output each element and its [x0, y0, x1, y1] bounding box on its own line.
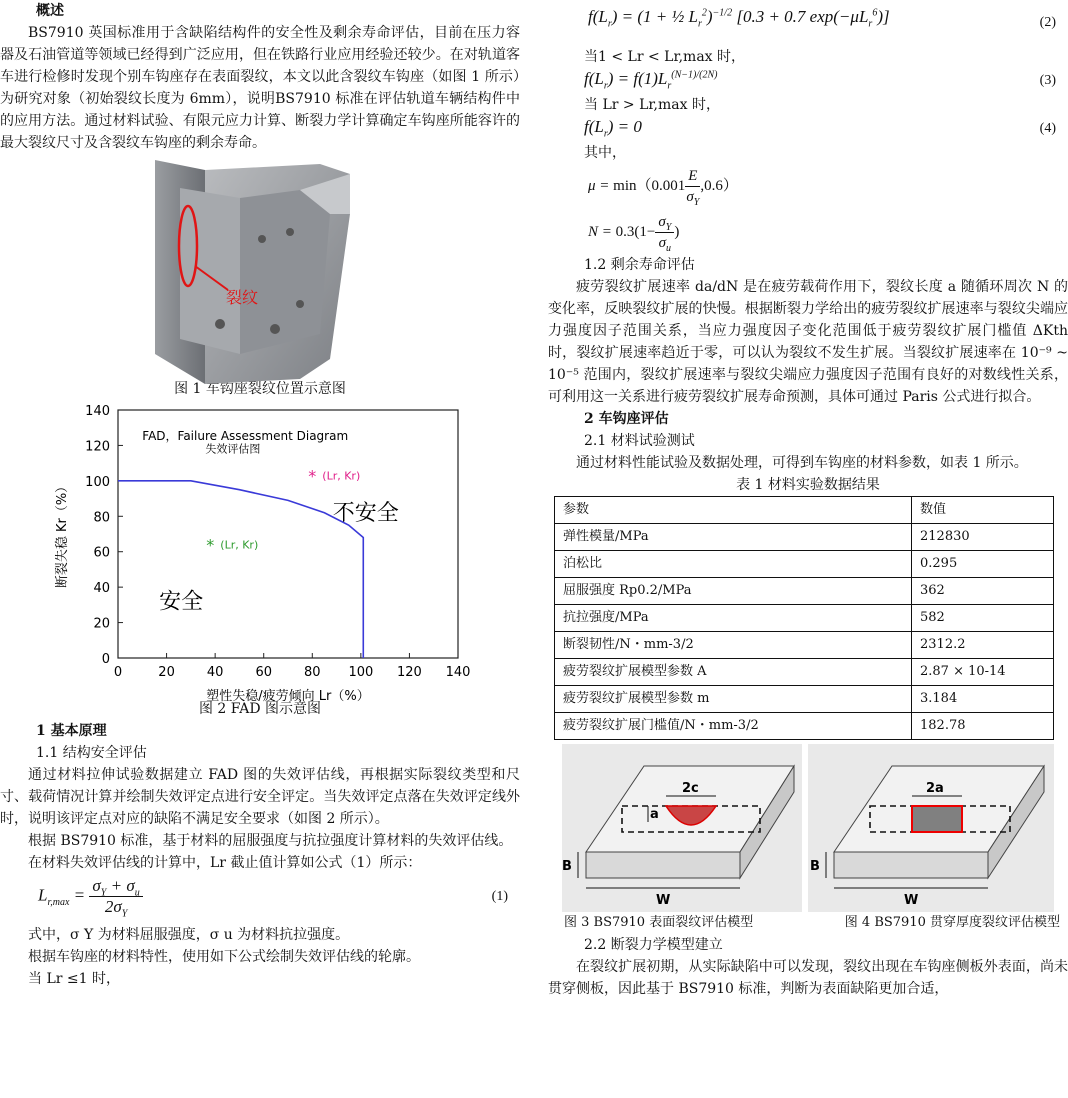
table-1-caption: 表 1 材料实验数据结果: [736, 477, 880, 493]
table-row: [555, 605, 1054, 632]
fig3-b-label: B: [562, 859, 572, 874]
table-cell-param: 断裂韧性/N・mm-3/2: [555, 632, 912, 659]
x-axis-label: 塑性失稳/疲劳倾向 Lr（%）: [206, 689, 370, 704]
section-1-2-paragraph: 疲劳裂纹扩展速率 da/dN 是在疲劳载荷作用下，裂纹长度 a 随循环周次 N 的变化率，反映裂纹扩展的快慢。根据断裂力学给出的疲劳裂纹扩展速率与裂纹尖端应力强度因子范围关系，当应力强度因子变化范围低于疲劳裂纹扩展门槛值 ΔKth 时，裂纹扩展速率趋近于零，可以认为裂纹不发生扩展。当裂纹扩展速率在 10⁻⁹ ~ 10⁻⁵ 范围内，裂纹扩展速率与裂纹尖端应力强度因子范围有良好的对数线性关系，可利用这一关系进行疲劳裂纹扩展寿命预测，具体可通过 Paris 公式进行拟合。: [548, 279, 1068, 405]
section-1-2-heading: 1.2 剩余寿命评估: [584, 257, 695, 273]
figures-3-4: [548, 744, 1068, 912]
overview-heading: 概述: [36, 3, 64, 19]
y-tick-label: 100: [85, 474, 110, 490]
x-tick-label: 60: [255, 665, 272, 680]
equation-2: $f(L_r) = (1$ + ½ $L_r^2)^{-1/2}$ [0.3 + 0.7 $\exp(-\mu L_r^6)$] (2): [548, 0, 1068, 46]
safe-region-label: 安全: [159, 589, 204, 615]
section-1-heading: 1 基本原理: [36, 723, 107, 739]
x-tick-label: 100: [348, 665, 374, 680]
fig3-a-label: a: [650, 807, 659, 822]
figure-4-caption: 图 4 BS7910 贯穿厚度裂纹评估模型: [844, 915, 1060, 930]
figure-2-caption: 图 2 FAD 图示意图: [198, 701, 322, 717]
table-row: [555, 551, 1054, 578]
unsafe-region-label: 不安全: [332, 500, 399, 526]
bs7910-paragraph: 根据 BS7910 标准，基于材料的屈服强度与抗拉强度计算材料的失效评估线。: [28, 833, 513, 849]
assessment-point-marker: *: [308, 466, 317, 486]
section-1-1-paragraph: 通过材料拉伸试验数据建立 FAD 图的失效评估线，再根据实际裂纹类型和尺寸、载荷情况计算并绘制失效评定点进行安全评定。当失效评定点落在失效评定线外时，说明该评定点对应的缺陷不满足安全要求（如图 2 所示）。: [0, 767, 520, 827]
x-tick-label: 140: [445, 665, 471, 680]
table-cell-param: 屈服强度 Rp0.2/MPa: [555, 578, 912, 605]
lr-paragraph: 在材料失效评估线的计算中，Lr 截止值计算如公式（1）所示：: [28, 855, 422, 871]
table-header-row: [555, 497, 1054, 524]
table-cell-value: 3.184: [912, 686, 1054, 713]
through-crack-shape: [912, 806, 962, 832]
table-cell-value: 582: [912, 605, 1054, 632]
section-2-1-heading: 2.1 材料试验测试: [584, 433, 695, 449]
equation-3-number: (3): [1039, 73, 1056, 88]
x-tick-label: 120: [397, 665, 422, 680]
profile-paragraph: 根据车钩座的材料特性，使用如下公式绘制失效评估线的轮廓。: [28, 949, 420, 965]
figure-3-caption: 图 3 BS7910 表面裂纹评估模型: [564, 915, 754, 930]
x-tick-label: 80: [304, 665, 321, 680]
material-table: [554, 496, 1054, 740]
equation-4: $f(L_r) = 0$ (4): [584, 117, 1056, 140]
table-header-value: 数值: [912, 497, 1054, 524]
table-cell-value: 362: [912, 578, 1054, 605]
table-cell-value: 2312.2: [912, 632, 1054, 659]
y-tick-label: 140: [85, 404, 110, 419]
table-header-param: 参数: [555, 497, 912, 524]
equation-mu: μ = min（0.001 $\frac{E}{\sigma_Y}$ ,0.6）: [588, 168, 738, 208]
condition-2: 当1 < Lr < Lr,max 时，: [584, 49, 746, 65]
assessment-point-marker: *: [206, 535, 215, 555]
table-row: [555, 713, 1054, 740]
table-cell-param: 泊松比: [555, 551, 912, 578]
assessment-point-label: (Lr, Kr): [322, 469, 361, 483]
where-sigma-text: 式中，σ Y 为材料屈服强度，σ u 为材料抗拉强度。: [28, 927, 350, 943]
y-tick-label: 40: [93, 581, 110, 597]
fig4-2a-label: 2a: [926, 781, 944, 796]
y-tick-label: 120: [85, 439, 110, 455]
table-row: [555, 686, 1054, 713]
crack-label: 裂纹: [226, 288, 259, 307]
x-tick-label: 20: [158, 665, 175, 680]
figures-3-4-captions: [548, 912, 1068, 934]
fig3-w-label: W: [656, 893, 671, 908]
equation-1: $L_{r,max}$ = $\frac{\sigma_Y + \sigma_u}{2\sigma_Y}$ (1): [38, 876, 508, 920]
table-cell-value: 0.295: [912, 551, 1054, 578]
equation-4-number: (4): [1039, 121, 1056, 136]
section-2-2-heading: 2.2 断裂力学模型建立: [584, 937, 723, 953]
left-column: [0, 0, 520, 990]
table-cell-value: 2.87 × 10-14: [912, 659, 1054, 686]
equation-1-number: (1): [491, 889, 508, 904]
section-2-heading: 2 车钩座评估: [584, 411, 669, 427]
equation-3: $f(L_r) = f(1)L_r^{(N-1)/(2N)}$ (3): [584, 69, 1056, 92]
plot-frame: [118, 410, 458, 658]
fad-chart-svg: [0, 400, 520, 710]
y-tick-label: 0: [101, 652, 110, 667]
table-cell-param: 抗拉强度/MPa: [555, 605, 912, 632]
table-cell-param: 疲劳裂纹扩展门槛值/N・mm-3/2: [555, 713, 912, 740]
crack-model-drawings: [548, 744, 1068, 912]
assessment-point-label: (Lr, Kr): [220, 538, 259, 552]
condition-1: 当 Lr ≤1 时，: [28, 971, 120, 987]
figure-1-caption: 图 1 车钩座裂纹位置示意图: [174, 381, 346, 397]
fig4-b-label: B: [810, 859, 820, 874]
table-row: [555, 659, 1054, 686]
where-label: 其中，: [584, 145, 626, 161]
figure-2-fad-chart: [0, 400, 520, 710]
y-tick-label: 80: [93, 510, 110, 526]
fig4-w-label: W: [904, 893, 919, 908]
table-cell-param: 疲劳裂纹扩展模型参数 m: [555, 686, 912, 713]
y-tick-label: 60: [93, 545, 110, 561]
section-2-2-paragraph: 在裂纹扩展初期，从实际缺陷中可以发现，裂纹出现在车钩座侧板外表面，尚未贯穿侧板，因此基于 BS7910 标准，判断为表面缺陷更加合适，: [548, 959, 1068, 997]
x-tick-label: 40: [206, 665, 224, 680]
coupler-seat-drawing: [0, 154, 520, 394]
figure-1-coupler-seat: [0, 154, 520, 394]
x-tick-label: 0: [113, 665, 123, 680]
chart-subtitle: 失效评估图: [205, 442, 261, 456]
table-row: [555, 524, 1054, 551]
table-cell-value: 212830: [912, 524, 1054, 551]
y-axis-label: 断裂失稳 Kr（%）: [55, 479, 70, 589]
table-cell-param: 疲劳裂纹扩展模型参数 A: [555, 659, 912, 686]
section-1-1-heading: 1.1 结构安全评估: [36, 745, 147, 761]
table-cell-param: 弹性模量/MPa: [555, 524, 912, 551]
table-row: [555, 578, 1054, 605]
chart-title: FAD，Failure Assessment Diagram: [142, 429, 349, 444]
fig3-2c-label: 2c: [682, 781, 699, 796]
right-column: [548, 0, 1068, 1000]
table-cell-value: 182.78: [912, 713, 1054, 740]
equation-n: N = 0.3(1− $\frac{\sigma_Y}{\sigma_u}$ ): [588, 214, 680, 254]
equation-2-number: (2): [1039, 15, 1056, 30]
table-row: [555, 632, 1054, 659]
section-2-1-paragraph: 通过材料性能试验及数据处理，可得到车钩座的材料参数，如表 1 所示。: [576, 455, 1028, 471]
condition-3: 当 Lr > Lr,max 时，: [584, 97, 720, 113]
y-tick-label: 20: [93, 616, 110, 632]
failure-assessment-line: [118, 481, 363, 658]
overview-paragraph: BS7910 英国标准用于含缺陷结构件的安全性及剩余寿命评估，目前在压力容器及石油管道等领域已经得到广泛应用，但在铁路行业应用经验还较少。在对轨道客车进行检修时发现个别车钩座存在表面裂纹，本文以此含裂纹车钩座（如图 1 所示）为研究对象（初始裂纹长度为 6mm），说明BS7910 标准在评估轨道车辆结构件中的应用方法。通过材料试验、有限元应力计算、断裂力学计算确定车钩座所能容许的最大裂纹尺寸及含裂纹车钩座的剩余寿命。: [0, 25, 520, 151]
